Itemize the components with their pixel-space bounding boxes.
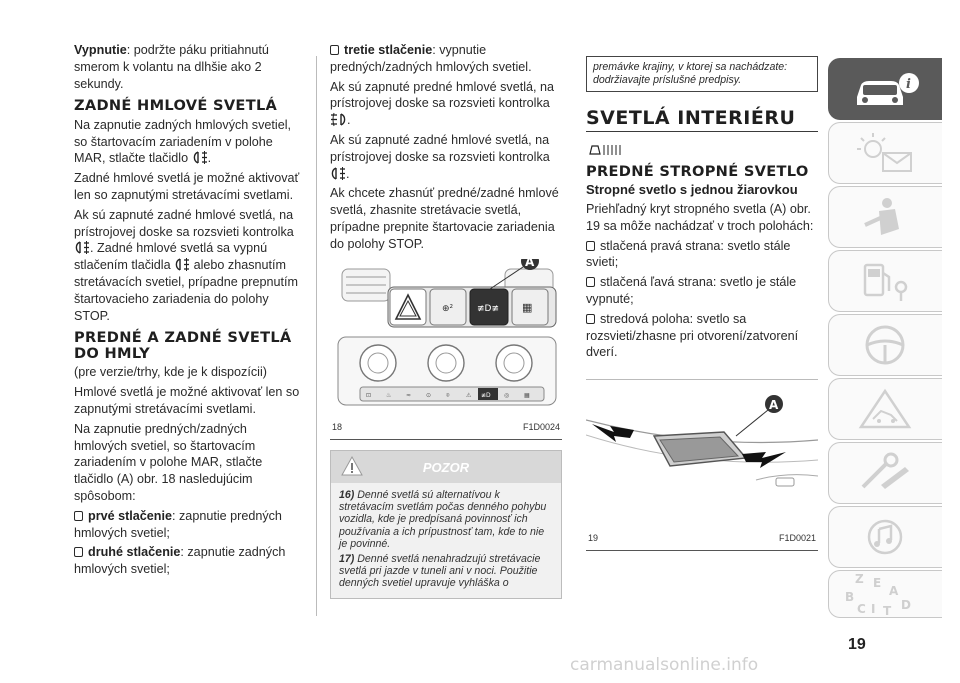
warning-header — [331, 451, 561, 483]
chapter-tabs — [828, 58, 942, 618]
text: alebo zhasnutím stretávacích svetiel, prípadne prepnutím štartovacieho zariadenia do polohy STOP. — [74, 258, 299, 323]
paragraph-rear-fog-indicator — [330, 132, 562, 182]
text: Ak sú zapnuté zadné hmlové svetlá, na prístrojovej doske sa rozsvieti kontrolka — [74, 207, 294, 239]
index-letter: D — [901, 598, 911, 612]
list-item: stlačená ľavá strana: svetlo je stále vypnuté; — [586, 274, 818, 308]
watermark: carmanualsonline.info — [570, 655, 759, 675]
tab-car-info[interactable] — [828, 58, 942, 120]
paragraph-availability: (pre verzie/trhy, kde je k dispozícii) — [74, 365, 267, 380]
page-number: 19 — [848, 636, 866, 653]
tab-warning-lights[interactable] — [828, 122, 942, 184]
tab-maintenance[interactable] — [828, 442, 942, 504]
figure-code: F1D0021 — [778, 533, 816, 544]
svg-text:♨: ♨ — [386, 391, 392, 399]
svg-text:i: i — [906, 77, 911, 92]
heading-front-ceiling-light: PREDNÉ STROPNÉ SVETLO — [586, 162, 809, 180]
paragraph-fog-procedure: Na zapnutie predných/zadných hmlových svetiel, so štartovacím zariadením v polohe MAR, stlačte tlačidlo (A) obr. 18 nasledujúcim spôsobom: — [74, 421, 263, 504]
index-letter: I — [871, 602, 876, 616]
list-item: stredová poloha: svetlo sa rozsvieti/zhasne pri otvorení/zatvorení dverí. — [586, 311, 818, 361]
svg-text:≢D≢: ≢D≢ — [477, 303, 500, 314]
warning-note-16 — [339, 489, 553, 551]
term: druhé stlačenie — [88, 545, 181, 560]
paragraph-rear-fog-requirement: Zadné hmlové svetlá je možné aktivovať len so zapnutými stretávacími svetlami. — [74, 171, 300, 203]
paragraph-rear-fog-on — [74, 117, 302, 167]
paragraph-front-fog-indicator — [330, 79, 562, 129]
term: tretie stlačenie — [344, 43, 433, 57]
svg-text:≈: ≈ — [406, 391, 412, 399]
rear-fog-icon — [330, 166, 346, 181]
dashboard-illustration — [330, 259, 562, 439]
list-item — [74, 508, 302, 542]
ceiling-light-illustration — [586, 380, 818, 550]
callout-a-label: A — [525, 258, 535, 269]
warning-box — [330, 450, 562, 599]
rear-fog-icon — [192, 150, 208, 165]
figure-19-ceiling-light — [586, 379, 818, 551]
list-item: stlačená pravá strana: svetlo stále svieti; — [586, 238, 818, 272]
fuel-key-icon — [851, 259, 921, 303]
airbag-seat-icon — [851, 195, 921, 239]
text: : zapnutie zadných hmlových svetiel; — [74, 545, 286, 577]
interior-light-icon — [586, 142, 626, 158]
svg-text:▦: ▦ — [522, 300, 533, 314]
text: Ak sú zapnuté zadné hmlové svetlá, na prístrojovej doske sa rozsvieti kontrolka — [330, 132, 550, 164]
svg-text:⚠: ⚠ — [466, 391, 472, 399]
text: . — [207, 151, 212, 166]
svg-text:⊡: ⊡ — [366, 391, 372, 399]
road-warning-icon — [851, 387, 921, 431]
tab-steering[interactable] — [828, 314, 942, 376]
steering-wheel-icon — [851, 323, 921, 367]
text: : vypnutie predných/zadných hmlových svetiel. — [330, 43, 532, 74]
text: Na zapnutie zadných hmlových svetiel, so štartovacím zariadením v polohe MAR, stlačte tlačidlo — [74, 117, 292, 166]
note-number: 16) — [339, 488, 355, 501]
tab-multimedia[interactable] — [828, 506, 942, 568]
term-vypnutie: Vypnutie — [74, 43, 127, 57]
tab-safety[interactable] — [828, 186, 942, 248]
column-3 — [586, 56, 818, 551]
heading-single-bulb: Stropné svetlo s jednou žiarovkou — [586, 182, 798, 198]
index-letter: A — [889, 584, 899, 598]
divider — [586, 131, 818, 132]
figure-18-dashboard-buttons — [330, 259, 562, 440]
heading-rear-fog: ZADNÉ HMLOVÉ SVETLÁ — [74, 97, 278, 115]
warning-title: POZOR — [422, 459, 470, 475]
heading-interior-lights: SVETLÁ INTERIÉRU — [586, 107, 796, 129]
index-letter: E — [873, 576, 882, 590]
index-letter: Z — [855, 572, 864, 586]
svg-text:⊙: ⊙ — [426, 391, 432, 399]
text: Denné svetlá nenahradzujú stretávacie svetlá pri jazde v tuneli ani v noci. Použitie denných svetiel upravuje vyhláška o — [339, 552, 541, 590]
term: prvé stlačenie — [88, 508, 173, 523]
paragraph-fog-requirement: Hmlové svetlá je možné aktivovať len so zapnutými stretávacími svetlami. — [74, 385, 300, 417]
continuation-note: premávke krajiny, v ktorej sa nachádzate: dodržiavajte príslušné predpisy. — [586, 56, 818, 92]
text: : zapnutie predných hmlových svetiel; — [74, 508, 282, 540]
front-fog-icon — [330, 112, 347, 127]
figure-code: F1D0024 — [522, 421, 560, 432]
column-divider — [316, 56, 317, 616]
list-item — [74, 544, 302, 578]
svg-text:◎: ◎ — [504, 391, 510, 399]
tab-index[interactable] — [828, 570, 942, 618]
list-item — [330, 42, 562, 76]
index-letter: B — [845, 590, 855, 604]
paragraph-turn-off — [74, 42, 302, 92]
text: Denné svetlá sú alternatívou k stretávacím svetlám počas denného pohybu vozidla, kde je predpísaná povinnosť ich používania a ich prípustnosť tam, kde to nie je povinné. — [339, 488, 547, 551]
rear-fog-icon — [74, 240, 90, 255]
index-letter: T — [883, 604, 892, 617]
text: : podržte páku pritiahnutú smerom k volantu na dlhšie ako 2 sekundy. — [74, 43, 269, 91]
callout-a-label: A — [769, 398, 779, 413]
text: . — [347, 113, 351, 128]
paragraph-lamp-positions: Priehľadný kryt stropného svetla (A) obr. 19 sa môže nachádzať v troch polohách: — [586, 202, 814, 233]
index-letters-icon — [843, 571, 923, 617]
warning-body — [331, 483, 561, 598]
warning-note-17 — [339, 553, 553, 590]
heading-front-rear-fog: PREDNÉ A ZADNÉ SVETLÁ DO HMLY — [74, 329, 292, 362]
note-number: 17) — [339, 552, 355, 565]
tab-starting-driving[interactable] — [828, 250, 942, 312]
index-letter: C — [857, 602, 866, 616]
text: . — [346, 166, 350, 181]
car-info-icon — [851, 67, 921, 111]
warning-lights-icon — [851, 131, 921, 175]
multimedia-icon — [851, 515, 921, 559]
svg-text:▦: ▦ — [524, 391, 530, 399]
text: . Zadné hmlové svetlá sa vypnú stlačením tlačidla — [74, 241, 268, 273]
paragraph-fog-off: Ak chcete zhasnúť predné/zadné hmlové svetlá, zhasnite stretávacie svetlá, prípadne prepnite štartovacie zariadenia do polohy STOP. — [330, 186, 559, 251]
column-2 — [330, 42, 562, 599]
text: Ak sú zapnuté predné hmlové svetlá, na prístrojovej doske sa rozsvieti kontrolka — [330, 79, 555, 111]
svg-text:≢D: ≢D — [481, 391, 491, 399]
tab-emergency[interactable] — [828, 378, 942, 440]
figure-number: 18 — [332, 421, 343, 432]
svg-text:⊕²: ⊕² — [442, 303, 454, 314]
column-1 — [74, 42, 302, 581]
paragraph-rear-fog-indicator — [74, 207, 302, 325]
svg-text:⌾: ⌾ — [446, 391, 450, 399]
rear-fog-icon — [174, 257, 190, 272]
service-tools-icon — [851, 451, 921, 495]
figure-number: 19 — [588, 533, 599, 544]
